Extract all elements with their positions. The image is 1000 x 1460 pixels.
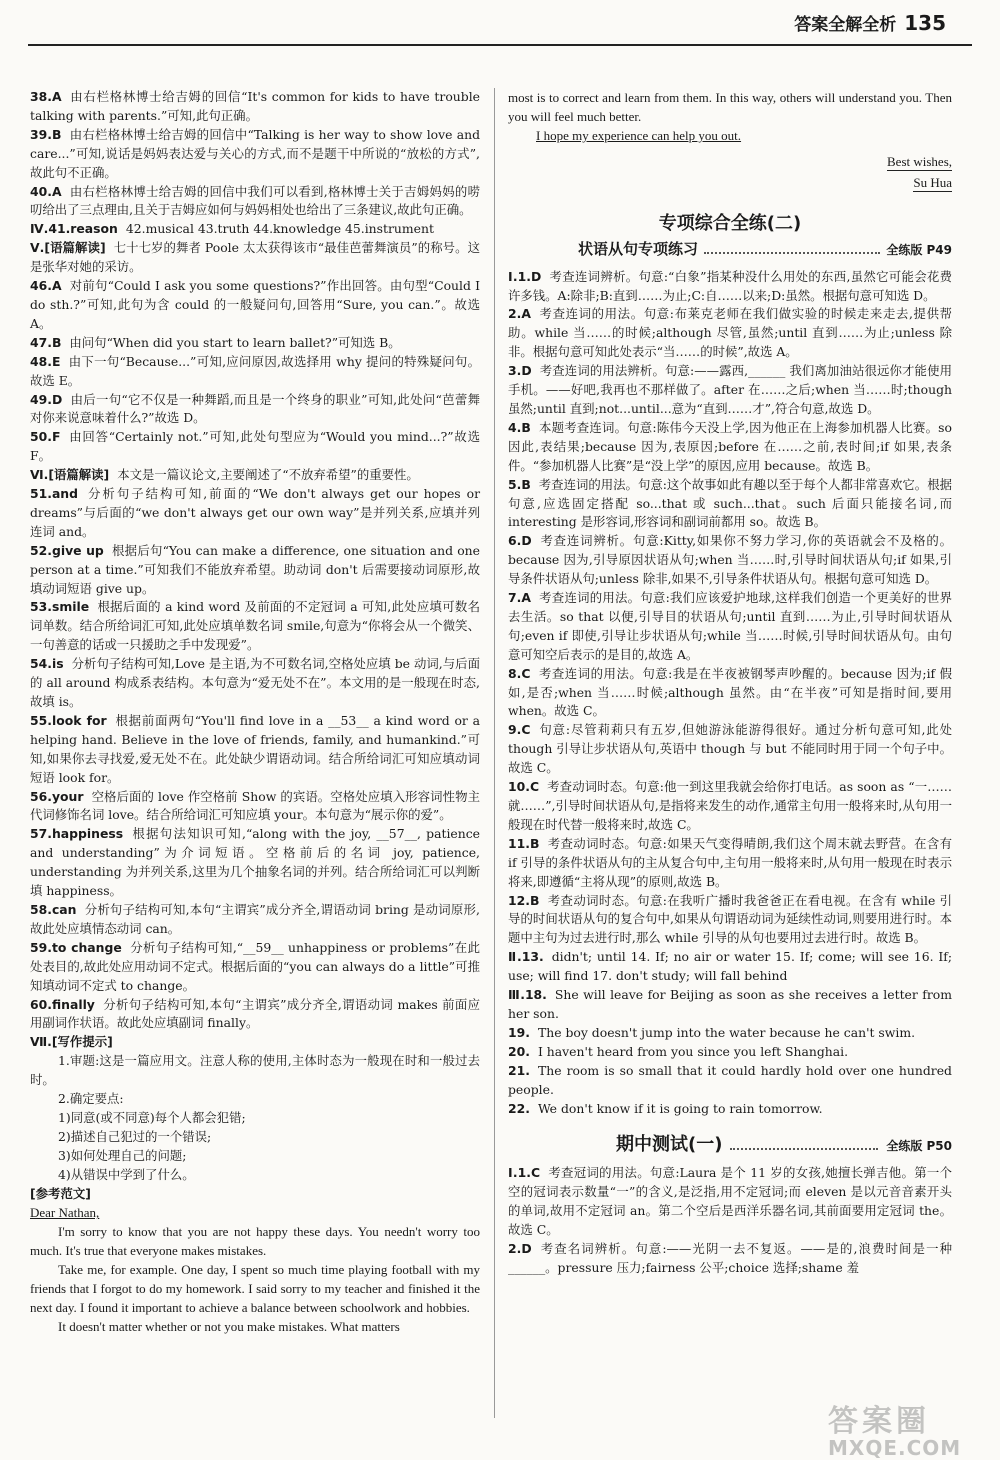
answer-item bbox=[30, 239, 480, 277]
answer-item bbox=[508, 419, 952, 476]
answer-text: We don't know if it is going to rain tomorrow. bbox=[537, 1100, 823, 1116]
answer-text: didn't; until 14. If; no air or water 15. If; come; will see 16. If; use; will find 17. don't study; will fall behind bbox=[508, 949, 952, 984]
answer-item bbox=[30, 712, 480, 788]
writing-point: 2)描述自己犯过的一个错误; bbox=[58, 1128, 212, 1144]
answer-text: 由后一句“它不仅是一种舞蹈,而且是一个终身的职业”可知,此处问“芭蕾舞对你来说意味着什么?”故选 D。 bbox=[30, 391, 480, 426]
answer-text: 由回答“Certainly not.”可知,此处句型应为“Would you mind...?”故选 F。 bbox=[30, 429, 480, 464]
answer-item bbox=[508, 986, 952, 1024]
answer-text: 考查连词的用法。句意:我是在半夜被钢琴声吵醒的。because 因为;if 假如,是否;when 当……时候;although 虽然。由“在半夜”可知是指时间,要用 when。故选 C。 bbox=[508, 665, 952, 719]
answer-item bbox=[508, 1024, 952, 1043]
answer-number: 7.A bbox=[508, 590, 531, 606]
answer-text: 考查动词时态。句意:他一到这里我就会给你打电话。as soon as “一……就……”,引导时间状语从句,是指将来发生的动作,通常主句用一般将来时,从句用一般现在时代替一般将来时,故选 C。 bbox=[508, 779, 952, 832]
answer-text: 42.musical 43.truth 44.knowledge 45.instrument bbox=[125, 221, 434, 237]
answer-text: 考查冠词的用法。句意:Laura 是个 11 岁的女孩,她擅长弹吉他。第一个空的冠词表示数量“一”的含义,是泛指,用不定冠词;而 eleven 是以元音音素开头的单词,故用不定冠词 an。第二个空后是西洋乐器名词,其前面要用定冠词 the。故选 C。 bbox=[508, 1165, 952, 1238]
answer-number: 48.E bbox=[30, 353, 61, 369]
answer-number: Ⅰ.1.D bbox=[508, 268, 542, 284]
answer-text: 由右栏格林博士给吉姆的回信中“Talking is her way to show love and care...”可知,说话是妈妈表达爱与关心的方式,而不是题干中所说的“放松的方式”,故此句不正确。 bbox=[30, 126, 480, 180]
answer-item bbox=[30, 1033, 480, 1052]
watermark bbox=[828, 1396, 978, 1460]
letter-paragraph: Take me, for example. One day, I spent so much time playing football with my friends that I forgot to do my homework. I said sorry to my teacher and finished it the next day. I found it important to achieve a balance between schoolwork and hobbies. bbox=[30, 1262, 480, 1316]
writing-point: 2.确定要点: bbox=[58, 1091, 124, 1107]
answer-item bbox=[30, 220, 480, 239]
writing-point: 4)从错误中学到了什么。 bbox=[58, 1166, 195, 1182]
answer-text: 根据后句“You can make a difference, one situation and one person at a time.”可知我们不能放弃希望。助动词 don't 后需要接动词原形,故填动词短语 give up。 bbox=[30, 542, 480, 596]
answer-number: Ⅱ.13. bbox=[508, 949, 544, 965]
answer-number: 9.C bbox=[508, 722, 531, 738]
answer-text: 由下一句“Because...”可知,应问原因,故选择用 why 提问的特殊疑问句。故选 E。 bbox=[30, 353, 480, 388]
answer-item bbox=[508, 721, 952, 778]
answer-item bbox=[30, 126, 480, 183]
midterm-leader bbox=[730, 1136, 878, 1150]
answer-number: 46.A bbox=[30, 278, 62, 294]
answer-number: 54.is bbox=[30, 656, 64, 672]
answer-item bbox=[508, 1240, 952, 1278]
header-title bbox=[794, 10, 946, 35]
right-column bbox=[508, 88, 952, 1278]
answer-text: 根据后面的 a kind word 及前面的不定冠词 a 可知,此处应填可数名词单数。结合所给词汇可知,此处应填单数名词 smile,句意为“你将会从一个微笑、一句善意的话或一只援助之手中发现爱”。 bbox=[30, 599, 480, 653]
answer-number: 60.finally bbox=[30, 996, 95, 1012]
answer-item bbox=[30, 88, 480, 126]
letter-closing bbox=[508, 153, 952, 172]
section-subtitle bbox=[508, 240, 952, 260]
answer-number: Ⅶ.[写作提示] bbox=[30, 1034, 113, 1050]
answer-number: 4.B bbox=[508, 419, 531, 435]
letter-hope bbox=[508, 126, 952, 145]
column-divider bbox=[494, 88, 495, 1418]
answer-number: Ⅰ.1.C bbox=[508, 1165, 541, 1181]
header-rule bbox=[28, 44, 972, 46]
header-title-text: 答案全解全析 bbox=[794, 15, 897, 35]
reference-label: [参考范文] bbox=[30, 1185, 91, 1201]
answer-item bbox=[508, 835, 952, 892]
answer-text: 分析句子结构可知,本句“主谓宾”成分齐全,谓语动词 bring 是动词原形,故此处应填情态动词 can。 bbox=[30, 901, 480, 936]
answer-text: 七十七岁的舞者 Poole 太太获得该市“最佳芭蕾舞演员”的称号。这是张华对她的采访。 bbox=[30, 240, 480, 275]
answer-text: 本文是一篇议论文,主要阐述了“不放弃希望”的重要性。 bbox=[117, 467, 419, 483]
answer-number: 40.A bbox=[30, 183, 62, 199]
answer-text: I haven't heard from you since you left Shanghai. bbox=[537, 1043, 849, 1059]
answer-number: 20. bbox=[508, 1043, 530, 1059]
answer-item bbox=[508, 1100, 952, 1119]
page-header bbox=[0, 0, 1000, 46]
answer-item bbox=[30, 655, 480, 712]
letter-greeting bbox=[30, 1203, 480, 1222]
answer-text: 分析句子结构可知,前面的“We don't always get our hopes or dreams”与后面的“we don't always get our own way”是并列关系,应填并列连词 and。 bbox=[30, 486, 480, 539]
answer-text: 由右栏格林博士给吉姆的回信中我们可以看到,格林博士关于吉姆妈妈的唠叨给出了三点理由,且关于吉姆应如何与妈妈相处也给出了三条建议,故此句正确。 bbox=[30, 183, 480, 218]
answer-item bbox=[30, 183, 480, 221]
answer-item bbox=[508, 948, 952, 986]
answer-number: 2.A bbox=[508, 306, 531, 322]
answer-text: 根据前面两句“You'll find love in a __53__ a kind word or a helping hand. Believe in the love of friends, family, and humankind.”可知,如果你去寻找爱,爱无处不在。此处缺少谓语动词。结合所给词汇可知应填动词短语 look for。 bbox=[30, 712, 480, 785]
answer-text: 考查连词辨析。句意:Kitty,如果你不努力学习,你的英语就会不及格的。because 因为,引导原因状语从句;when 当……时,引导时间状语从句;if 如果,引导条件状语从句;unless 除非,如果不,引导条件状语从句。根据句意可知选 D。 bbox=[508, 533, 952, 587]
midterm-title-text: 期中测试(一) bbox=[616, 1134, 723, 1156]
answer-item bbox=[30, 466, 480, 485]
answer-number: Ⅲ.18. bbox=[508, 987, 547, 1003]
letter-greeting-text: Dear Nathan, bbox=[30, 1205, 100, 1221]
answer-number: 19. bbox=[508, 1024, 530, 1040]
watermark-line1: 答案圈 bbox=[828, 1404, 930, 1439]
answer-item bbox=[508, 1062, 952, 1100]
answer-text: The room is so small that it could hardly hold over one hundred people. bbox=[508, 1062, 952, 1097]
answer-number: 57.happiness bbox=[30, 826, 124, 842]
answer-item bbox=[508, 892, 952, 949]
answer-item bbox=[30, 996, 480, 1034]
answer-number: 2.D bbox=[508, 1240, 532, 1256]
answer-number: 51.and bbox=[30, 486, 79, 502]
midterm-ref: 全练版 P50 bbox=[886, 1139, 952, 1154]
answer-item bbox=[30, 428, 480, 466]
answer-number: 55.look for bbox=[30, 712, 107, 728]
answer-item bbox=[508, 532, 952, 589]
answer-number: 22. bbox=[508, 1100, 530, 1116]
answer-number: 21. bbox=[508, 1062, 530, 1078]
answer-number: 8.C bbox=[508, 665, 531, 681]
answer-text: 根据句法知识可知,“along with the joy, __57__, patience and understanding”为介词短语。空格前后的名词 joy, patience, understanding 为并列关系,这里为几个抽象名词的并列。结合所给词汇可以判断填 happiness。 bbox=[30, 826, 480, 899]
letter-continuation: most is to correct and learn from them. In this way, others will understand you. Then you will feel much better. bbox=[508, 90, 952, 124]
answer-number: 5.B bbox=[508, 476, 531, 492]
answer-number: Ⅵ.[语篇解读] bbox=[30, 467, 110, 483]
answer-number: 11.B bbox=[508, 835, 540, 851]
watermark-line2: MXQE.COM bbox=[828, 1436, 962, 1460]
answer-text: She will leave for Beijing as soon as she receives a letter from her son. bbox=[508, 987, 952, 1021]
answer-text: 考查动词时态。句意:在我听广播时我爸爸正在看电视。在含有 while 引导的时间状语从句的复合句中,如果从句谓语动词为延续性动词,则要用进行时。本题中主句为过去进行时,那么 while 引导的从句也要用过去进行时。故选 B。 bbox=[508, 892, 952, 946]
letter-paragraph: It doesn't matter whether or not you make mistakes. What matters bbox=[58, 1319, 400, 1335]
page-number: 135 bbox=[904, 11, 946, 35]
answer-item bbox=[508, 268, 952, 306]
writing-point: 1)同意(或不同意)每个人都会犯错; bbox=[58, 1109, 246, 1125]
answer-number: 3.D bbox=[508, 363, 532, 379]
answer-text: 句意:尽管莉莉只有五岁,但她游泳能游得很好。通过分析句意可知,此处 though 引导让步状语从句,英语中 though 与 but 不能同时用于同一个句子中。故选 C。 bbox=[508, 722, 952, 776]
answer-text: 考查连词的用法。句意:这个故事如此有趣以至于每个人都非常喜欢它。根据句意,应选固定搭配 so...that 或 such...that。such 后面只能接名词,而 interesting 是形容词,形容词和副词前都用 so。故选 B。 bbox=[508, 476, 952, 530]
answer-item bbox=[30, 277, 480, 334]
answer-item bbox=[30, 788, 480, 826]
answer-text: 由右栏格林博士给吉姆的回信“It's common for kids to have trouble talking with parents.”可知,此句正确。 bbox=[30, 89, 480, 123]
answer-text: 对前句“Could I ask you some questions?”作出回答。由句型“Could I do sth.?”可知,此句为含 could 的一般疑问句,回答用“Sure, you can.”。故选 A。 bbox=[30, 278, 480, 331]
answer-text: 考查连词的用法。句意:布莱克老师在我们做实验的时候走来走去,提供帮助。while 当……的时候;although 尽管,虽然;until 直到……为止;unless 除非。根据句意可知此处表示“当……的时候”,故选 A。 bbox=[508, 306, 952, 360]
answer-item bbox=[508, 589, 952, 665]
answer-text: 由问句“When did you start to learn ballet?”可知选 B。 bbox=[69, 334, 401, 350]
answer-number: 50.F bbox=[30, 429, 61, 445]
answer-number: 39.B bbox=[30, 126, 62, 142]
answer-text: 分析句子结构可知,“__59__ unhappiness or problems”在此处表目的,故此处应用动词不定式。根据后面的“you can always do a little”可推知填动词不定式 to change。 bbox=[30, 939, 480, 993]
answer-item bbox=[508, 665, 952, 722]
answer-text: 分析句子结构可知,Love 是主语,为不可数名词,空格处应填 be 动词,与后面的 all around 构成系表结构。本句意为“爱无处不在”。本文用的是一般现在时态,故填 is。 bbox=[30, 656, 480, 709]
answer-number: 12.B bbox=[508, 892, 540, 908]
answer-item bbox=[30, 542, 480, 599]
answer-item bbox=[508, 305, 952, 362]
answer-text: 考查动词时态。句意:如果天气变得晴朗,我们这个周末就去野营。在含有 if 引导的条件状语从句的主从复合句中,主句用一般将来时,从句用一般现在时表示将来,即遵循“主将从现”的原则,故选 B。 bbox=[508, 835, 952, 889]
left-column bbox=[30, 88, 480, 1336]
answer-text: 考查连词辨析。句意:“白象”指某种没什么用处的东西,虽然它可能会花费许多钱。A:除非;B:直到……为止;C:自……以来;D:虽然。根据句意可知选 D。 bbox=[508, 268, 952, 303]
answer-text: 分析句子结构可知,本句“主谓宾”成分齐全,谓语动词 makes 前面应用副词作状语。故此处应填副词 finally。 bbox=[30, 996, 480, 1031]
answer-number: 52.give up bbox=[30, 542, 104, 558]
answer-text: 考查连词的用法辨析。句意:——露西,______ 我们离加油站很远你才能使用手机。——好吧,我再也不那样做了。after 在……之后;when 当……时;though 虽然;until 直到;not...until...意为“直到……才”,符合句意,故选 D。 bbox=[508, 363, 952, 416]
answer-item bbox=[508, 1164, 952, 1240]
answer-text: 空格后面的 love 作空格前 Show 的宾语。空格处应填入形容词性物主代词修饰名词 love。结合所给词汇可知应填 your。本句意为“展示你的爱”。 bbox=[30, 788, 480, 823]
answer-number: 56.your bbox=[30, 788, 84, 804]
answer-item bbox=[30, 901, 480, 939]
answer-number: 49.D bbox=[30, 391, 63, 407]
letter-hope-text: I hope my experience can help you out. bbox=[536, 128, 742, 143]
answer-number: 10.C bbox=[508, 779, 540, 795]
answer-number: 6.D bbox=[508, 533, 532, 549]
answer-number: Ⅳ.41.reason bbox=[30, 221, 118, 237]
subtitle-ref: 全练版 P49 bbox=[886, 242, 952, 257]
answer-number: Ⅴ.[语篇解读] bbox=[30, 240, 106, 256]
midterm-title bbox=[508, 1136, 952, 1156]
letter-closing-text: Best wishes, bbox=[887, 154, 952, 169]
letter-signature-text: Su Hua bbox=[913, 174, 952, 190]
answer-item bbox=[508, 778, 952, 835]
answer-item bbox=[30, 391, 480, 429]
answer-item bbox=[30, 939, 480, 996]
answer-item bbox=[508, 476, 952, 533]
answer-number: 59.to change bbox=[30, 939, 122, 955]
answer-item bbox=[30, 825, 480, 901]
answer-item bbox=[30, 598, 480, 655]
answer-number: 53.smile bbox=[30, 599, 90, 615]
answer-item bbox=[30, 485, 480, 542]
answer-text: 本题考查连词。句意:陈伟今天没上学,因为他正在上海参加机器人比赛。so 因此,表结果;because 因为,表原因;before 在……之前,表时间;if 如果,表条件。“参加机器人比赛”是“没上学”的原因,应用 because。故选 B。 bbox=[508, 419, 952, 473]
answer-number: 58.can bbox=[30, 901, 77, 917]
subtitle-text: 状语从句专项练习 bbox=[578, 239, 699, 258]
answer-text: The boy doesn't jump into the water because he can't swim. bbox=[537, 1024, 916, 1040]
writing-point: 1.审题:这是一篇应用文。注意人称的使用,主体时态为一般现在时和一般过去时。 bbox=[30, 1053, 480, 1088]
answer-number: 47.B bbox=[30, 334, 62, 350]
section-title: 专项综合全练(二) bbox=[658, 212, 802, 234]
answer-item bbox=[30, 353, 480, 391]
answer-text: 考查连词的用法。句意:我们应该爱护地球,这样我们创造一个更美好的世界去生活。so that 以便,引导目的状语从句;until 直到……为止,引导时间状语从句;even if 即使,引导让步状语从句;while 当……时候,引导时间状语从句。由句意可知空后表示的是目的,故选 A。 bbox=[508, 590, 952, 662]
letter-signature bbox=[508, 174, 952, 193]
answer-number: 38.A bbox=[30, 89, 62, 104]
answer-item bbox=[508, 362, 952, 419]
answer-text: 考查名词辨析。句意:——光阴一去不复返。——是的,浪费时间是一种 ______。pressure 压力;fairness 公平;choice 选择;shame 羞 bbox=[508, 1240, 952, 1275]
subtitle-leader bbox=[704, 242, 880, 254]
answer-item bbox=[30, 334, 480, 353]
letter-paragraph: I'm sorry to know that you are not happy these days. You needn't worry too much. It's true that everyone makes mistakes. bbox=[30, 1224, 480, 1259]
answer-item bbox=[508, 1043, 952, 1062]
writing-point: 3)如何处理自己的问题; bbox=[58, 1147, 187, 1163]
